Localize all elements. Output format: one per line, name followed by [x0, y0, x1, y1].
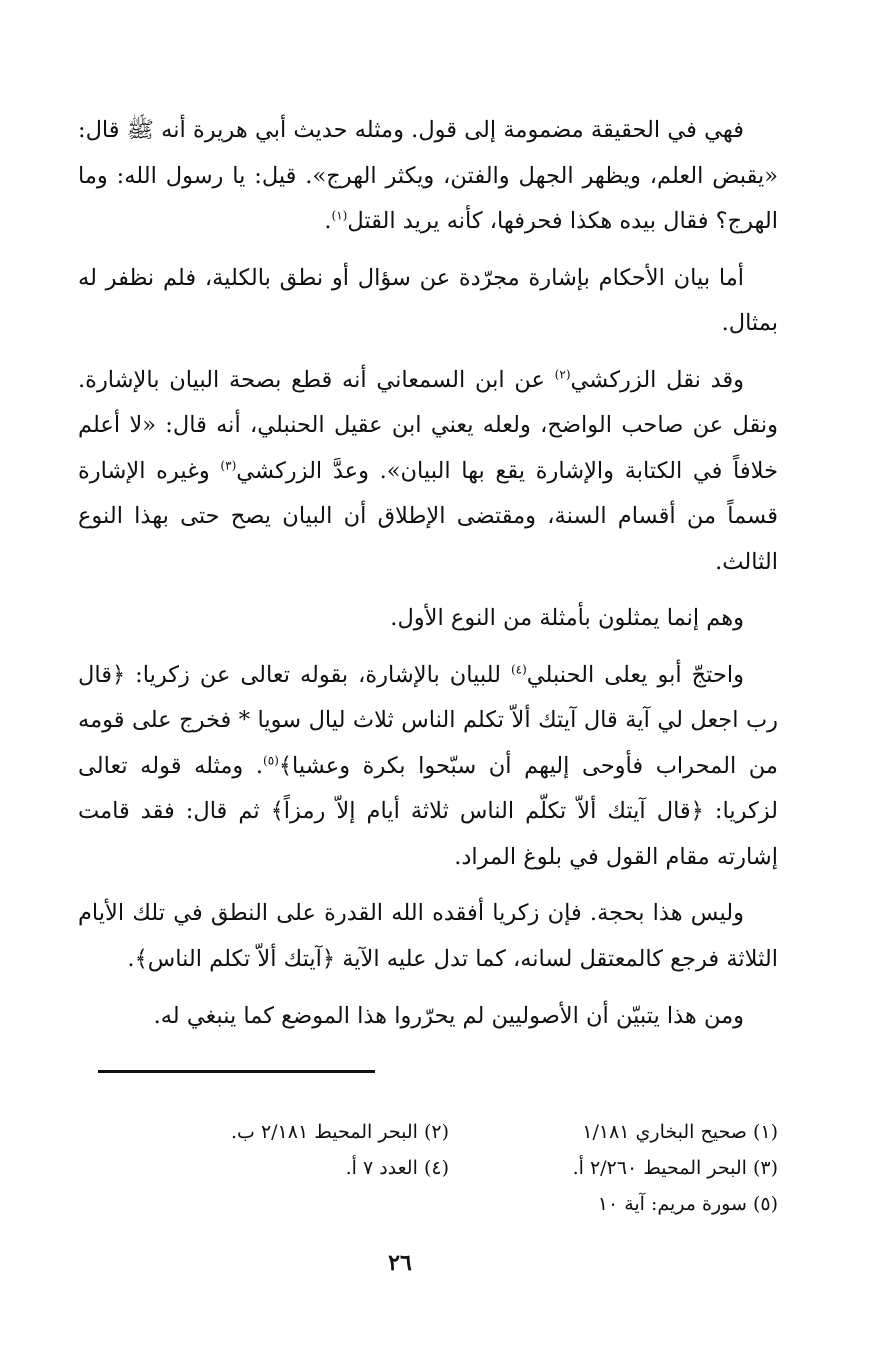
footnote-ref-4[interactable]: (٤): [510, 662, 527, 676]
footnote-ref-1[interactable]: (١): [331, 208, 348, 223]
paragraph-3-text-a: وقد نقل الزركشي: [570, 366, 745, 393]
footnote-5-number: (٥): [752, 1193, 778, 1215]
footnote-row-2: [120, 1150, 778, 1186]
footnote-row-1: [120, 1114, 778, 1150]
footnote-5: [378, 1186, 778, 1222]
footnote-4-text: العدد ٧ أ.: [345, 1157, 418, 1179]
footnote-ref-5[interactable]: (٥): [263, 753, 279, 767]
footnote-row-3: [120, 1186, 778, 1222]
paragraph-3-text-b: عن ابن السمعاني أنه قطع بصحة البيان بالإشارة. ونقل عن صاحب الواضح، ولعله يعني ابن عقيل الحنبلي، أنه قال: «لا أعلم خلافاً في الكتابة والإشارة يقع بها البيان». وعدَّ الزركشي: [78, 366, 778, 484]
paragraph-3: [78, 358, 778, 586]
paragraph-4-text: وهم إنما يمثلون بأمثلة من النوع الأول.: [390, 605, 744, 631]
footnote-1-number: (١): [752, 1121, 778, 1143]
footnote-3: [449, 1150, 778, 1186]
body-text: [78, 108, 778, 1040]
footnote-2: [120, 1114, 449, 1150]
page-number: ٢٦: [388, 1250, 412, 1276]
footnote-5-text: سورة مريم: آية ١٠: [597, 1193, 747, 1215]
footnotes: [120, 1114, 778, 1222]
paragraph-1-text: فهي في الحقيقة مضمومة إلى قول. ومثله حديث أبي هريرة أنه ﷺ قال: «يقبض العلم، ويظهر الجهل والفتن، ويكثر الهرج». قيل: يا رسول الله: وما الهرج؟ فقال بيده هكذا فحرفها، كأنه يريد القتل: [78, 117, 778, 234]
footnote-3-number: (٣): [752, 1157, 778, 1179]
paragraph-1: [78, 108, 778, 245]
paragraph-7-text: ومن هذا يتبيّن أن الأصوليين لم يحرّروا هذا الموضع كما ينبغي له.: [153, 1003, 744, 1029]
paragraph-2: [78, 256, 778, 347]
footnote-4-number: (٤): [423, 1157, 449, 1179]
footnote-1: [449, 1114, 778, 1150]
footnote-2-text: البحر المحيط ٢/١٨١ ب.: [230, 1121, 418, 1143]
paragraph-3-text-c: وغيره الإشارة قسماً من أقسام السنة، ومقتضى الإطلاق أن البيان يصح حتى بهذا النوع الثالث.: [78, 457, 778, 575]
footnote-1-text: صحيح البخاري ١/١٨١: [582, 1121, 747, 1143]
paragraph-7: [78, 994, 778, 1040]
footnote-3-text: البحر المحيط ٢/٢٦٠ أ.: [572, 1157, 747, 1179]
paragraph-5-text-b: للبيان بالإشارة، بقوله تعالى عن زكريا: ﴿قال رب اجعل لي آية قال آيتك ألاّ تكلم الناس ثلاث ليال سويا * فخرج على قومه من المحراب فأوحى إليهم أن سبّحوا بكرة وعشيا﴾: [78, 661, 778, 779]
footnote-4: [120, 1150, 449, 1186]
paragraph-2-text: أما بيان الأحكام بإشارة مجرّدة عن سؤال أو نطق بالكلية، فلم نظفر له بمثال.: [78, 264, 778, 336]
footnote-2-number: (٢): [423, 1121, 449, 1143]
footnote-ref-2[interactable]: (٢): [554, 367, 571, 381]
paragraph-5-text-a: واحتجّ أبو يعلى الحنبلي: [526, 661, 744, 688]
footnote-divider: [98, 1070, 375, 1073]
paragraph-1-end: .: [324, 208, 332, 234]
paragraph-6: [78, 891, 778, 982]
paragraph-6-text: وليس هذا بحجة. فإن زكريا أفقده الله القدرة على النطق في تلك الأيام الثلاثة فرجع كالمعتقل لسانه، كما تدل عليه الآية ﴿آيتك ألاّ تكلم الناس﴾.: [78, 900, 778, 972]
paragraph-5-text-c: . ومثله قوله تعالى لزكريا: ﴿قال آيتك ألاّ تكلّم الناس ثلاثة أيام إلاّ رمزاً﴾ ثم قال: فقد قامت إشارته مقام القول في بلوغ المراد.: [78, 752, 778, 870]
footnote-ref-3[interactable]: (٣): [220, 458, 237, 472]
paragraph-5: [78, 653, 778, 881]
paragraph-4: [78, 596, 778, 642]
